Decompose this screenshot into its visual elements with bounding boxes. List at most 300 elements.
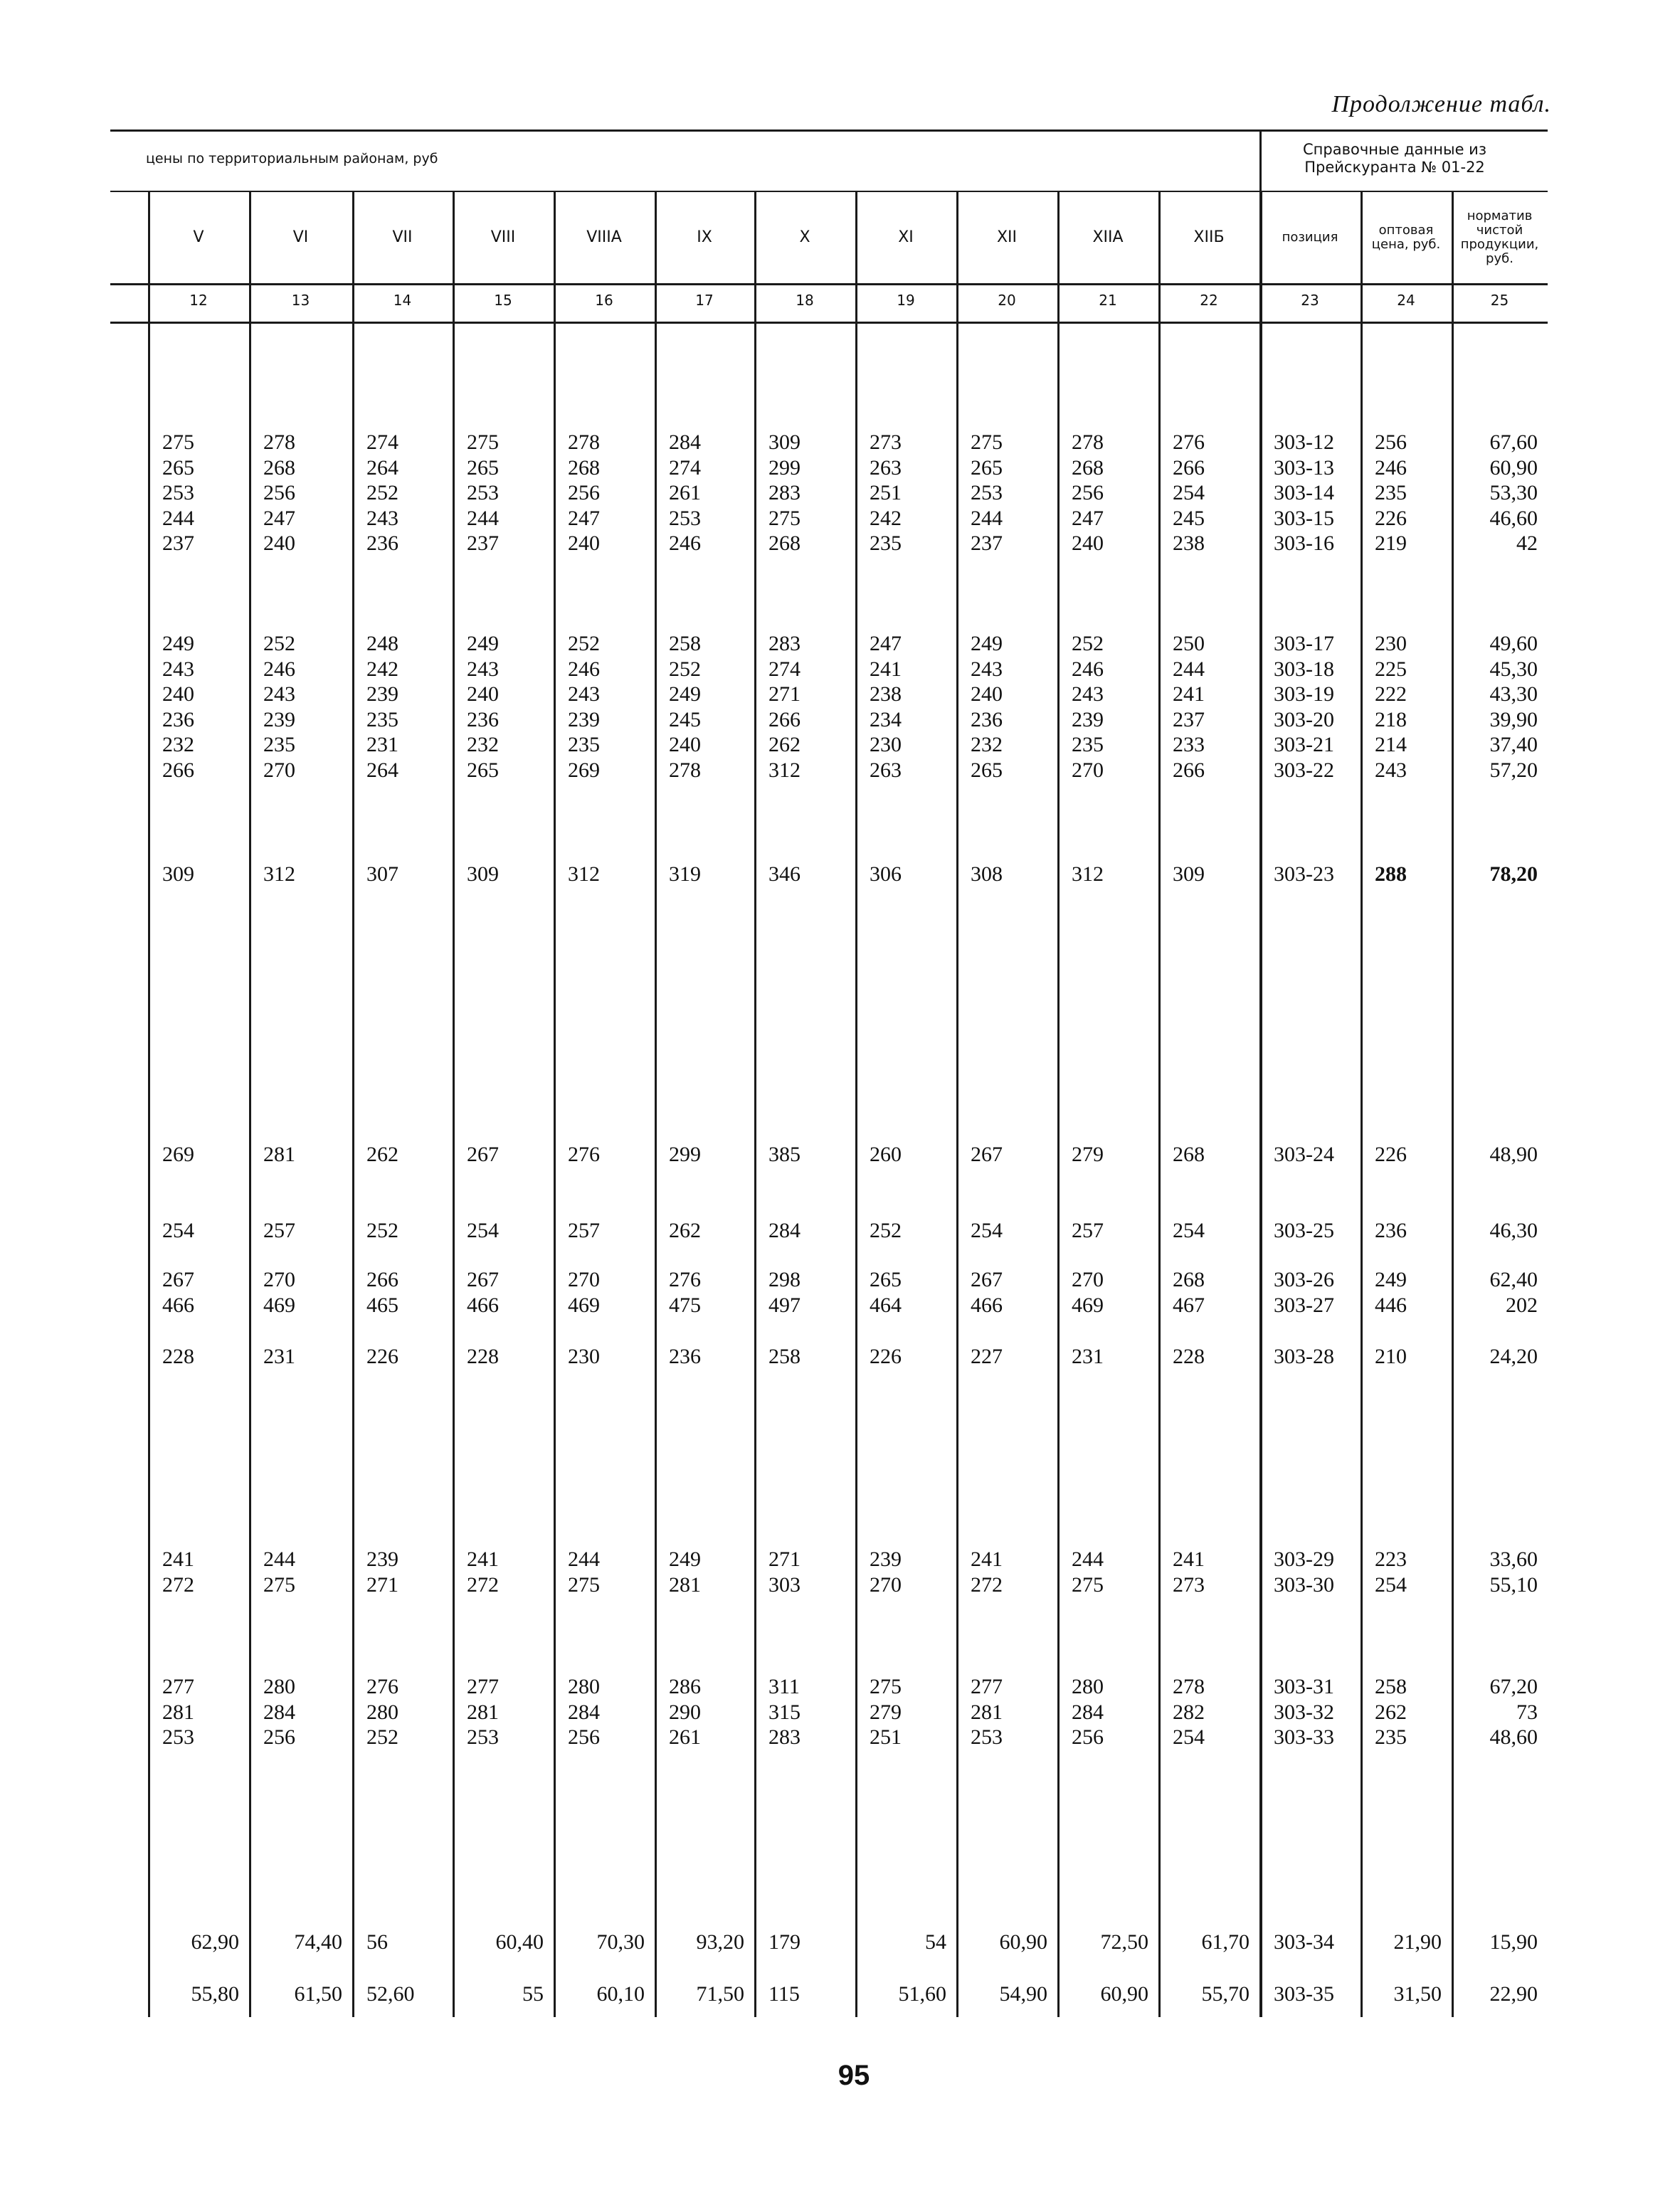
table-cell: 268	[1072, 456, 1104, 480]
table-cell: 278	[1173, 1675, 1205, 1698]
table-cell: 268	[1173, 1143, 1205, 1166]
table-cell: 258	[768, 1345, 801, 1368]
table-cell: 271	[768, 682, 801, 706]
column-header: XIIA	[1092, 228, 1124, 246]
table-cell: 270	[870, 1573, 902, 1597]
table-cell: 238	[870, 682, 902, 706]
table-cell: 37,40	[1489, 733, 1538, 756]
table-cell: 55,10	[1489, 1573, 1538, 1597]
column-divider	[956, 191, 958, 2017]
table-cell: 21,90	[1393, 1930, 1442, 1954]
table-cell: 49,60	[1489, 632, 1538, 655]
table-cell: 256	[263, 1725, 295, 1749]
table-cell: 46,30	[1489, 1219, 1538, 1242]
table-cell: 284	[1072, 1700, 1104, 1724]
table-cell: 42	[1516, 531, 1538, 555]
column-number: 25	[1490, 292, 1509, 309]
table-cell: 303-22	[1274, 758, 1334, 782]
column-divider	[1361, 191, 1363, 2017]
table-cell: 256	[568, 1725, 600, 1749]
table-cell: 246	[1375, 456, 1407, 480]
table-cell: 244	[467, 507, 499, 530]
table-cell: 303-28	[1274, 1345, 1334, 1368]
table-cell: 303-27	[1274, 1293, 1334, 1317]
table-cell: 179	[768, 1930, 801, 1954]
table-cell: 226	[870, 1345, 902, 1368]
table-cell: 265	[971, 758, 1003, 782]
table-cell: 246	[1072, 657, 1104, 681]
table-cell: 256	[1375, 430, 1407, 454]
table-cell: 235	[366, 708, 398, 731]
table-cell: 15,90	[1489, 1930, 1538, 1954]
column-number: 21	[1099, 292, 1117, 309]
table-cell: 307	[366, 862, 398, 886]
table-cell: 252	[870, 1219, 902, 1242]
column-divider	[1057, 191, 1060, 2017]
table-cell: 258	[1375, 1675, 1407, 1698]
table-cell: 239	[568, 708, 600, 731]
table-cell: 271	[366, 1573, 398, 1597]
table-cell: 55	[522, 1982, 544, 2006]
top-rule	[110, 129, 1548, 132]
table-cell: 33,60	[1489, 1548, 1538, 1571]
table-cell: 280	[263, 1675, 295, 1698]
table-cell: 258	[669, 632, 701, 655]
table-cell: 249	[669, 1548, 701, 1571]
table-cell: 247	[568, 507, 600, 530]
table-cell: 222	[1375, 682, 1407, 706]
table-cell: 247	[870, 632, 902, 655]
table-cell: 24,20	[1489, 1345, 1538, 1368]
table-cell: 236	[162, 708, 194, 731]
table-cell: 22,90	[1489, 1982, 1538, 2006]
table-cell: 231	[1072, 1345, 1104, 1368]
table-cell: 261	[669, 1725, 701, 1749]
table-cell: 61,50	[294, 1982, 342, 2006]
table-cell: 252	[263, 632, 295, 655]
table-cell: 45,30	[1489, 657, 1538, 681]
table-cell: 243	[1072, 682, 1104, 706]
column-divider	[453, 191, 455, 2017]
table-cell: 272	[162, 1573, 194, 1597]
table-cell: 53,30	[1489, 481, 1538, 504]
table-cell: 230	[568, 1345, 600, 1368]
table-cell: 298	[768, 1268, 801, 1291]
table-cell: 303-17	[1274, 632, 1334, 655]
table-cell: 308	[971, 862, 1003, 886]
table-cell: 312	[263, 862, 295, 886]
table-cell: 280	[1072, 1675, 1104, 1698]
table-cell: 466	[971, 1293, 1003, 1317]
table-cell: 268	[768, 531, 801, 555]
table-cell: 62,90	[191, 1930, 239, 1954]
table-cell: 219	[1375, 531, 1407, 555]
table-cell: 31,50	[1393, 1982, 1442, 2006]
table-cell: 281	[467, 1700, 499, 1724]
table-cell: 281	[162, 1700, 194, 1724]
table-cell: 243	[568, 682, 600, 706]
table-cell: 247	[263, 507, 295, 530]
table-cell: 278	[1072, 430, 1104, 454]
table-cell: 252	[568, 632, 600, 655]
table-cell: 270	[1072, 758, 1104, 782]
table-cell: 272	[971, 1573, 1003, 1597]
table-cell: 466	[162, 1293, 194, 1317]
table-cell: 218	[1375, 708, 1407, 731]
table-cell: 251	[870, 1725, 902, 1749]
table-cell: 231	[263, 1345, 295, 1368]
table-cell: 56	[366, 1930, 388, 1954]
table-cell: 237	[1173, 708, 1205, 731]
group-divider	[1259, 129, 1262, 191]
table-cell: 62,40	[1489, 1268, 1538, 1291]
table-cell: 274	[768, 657, 801, 681]
table-cell: 254	[1173, 1219, 1205, 1242]
table-cell: 275	[1072, 1573, 1104, 1597]
table-cell: 281	[263, 1143, 295, 1166]
column-number: 24	[1397, 292, 1415, 309]
table-cell: 276	[1173, 430, 1205, 454]
table-cell: 46,60	[1489, 507, 1538, 530]
table-cell: 239	[1072, 708, 1104, 731]
table-cell: 71,50	[696, 1982, 744, 2006]
table-cell: 235	[263, 733, 295, 756]
table-cell: 237	[971, 531, 1003, 555]
page-number: 95	[838, 2060, 870, 2091]
table-cell: 242	[366, 657, 398, 681]
table-cell: 284	[669, 430, 701, 454]
reference-group-title	[1263, 141, 1526, 176]
table-cell: 54,90	[999, 1982, 1047, 2006]
table-cell: 266	[366, 1268, 398, 1291]
table-cell: 309	[162, 862, 194, 886]
table-cell: 303-16	[1274, 531, 1334, 555]
table-cell: 243	[162, 657, 194, 681]
table-cell: 253	[971, 1725, 1003, 1749]
table-cell: 244	[263, 1548, 295, 1571]
table-cell: 244	[1072, 1548, 1104, 1571]
table-cell: 57,20	[1489, 758, 1538, 782]
table-cell: 263	[870, 758, 902, 782]
table-cell: 253	[162, 481, 194, 504]
column-divider	[855, 191, 857, 2017]
table-cell: 265	[870, 1268, 902, 1291]
table-cell: 223	[1375, 1548, 1407, 1571]
table-cell: 78,20	[1489, 862, 1538, 886]
table-cell: 54	[925, 1930, 946, 1954]
column-header: оптовая цена, руб.	[1371, 223, 1441, 252]
table-cell: 241	[971, 1548, 1003, 1571]
table-cell: 228	[1173, 1345, 1205, 1368]
table-cell: 210	[1375, 1345, 1407, 1368]
table-cell: 253	[467, 1725, 499, 1749]
table-cell: 39,90	[1489, 708, 1538, 731]
table-cell: 48,90	[1489, 1143, 1538, 1166]
table-cell: 268	[568, 456, 600, 480]
table-cell: 262	[366, 1143, 398, 1166]
table-cell: 254	[971, 1219, 1003, 1242]
table-cell: 60,10	[596, 1982, 645, 2006]
table-cell: 303-25	[1274, 1219, 1334, 1242]
table-cell: 236	[971, 708, 1003, 731]
table-cell: 261	[669, 481, 701, 504]
table-cell: 234	[870, 708, 902, 731]
table-cell: 252	[366, 1725, 398, 1749]
column-divider	[554, 191, 556, 2017]
table-cell: 232	[971, 733, 1003, 756]
table-cell: 67,20	[1489, 1675, 1538, 1698]
table-cell: 265	[162, 456, 194, 480]
table-cell: 266	[162, 758, 194, 782]
column-header: VIII	[490, 228, 516, 246]
table-cell: 269	[162, 1143, 194, 1166]
table-cell: 284	[568, 1700, 600, 1724]
table-cell: 60,40	[495, 1930, 544, 1954]
column-header: позиция	[1282, 230, 1338, 245]
table-cell: 239	[263, 708, 295, 731]
table-cell: 55,80	[191, 1982, 239, 2006]
column-header: норматив чистой продукции, руб.	[1460, 208, 1539, 266]
table-cell: 51,60	[898, 1982, 946, 2006]
table-cell: 241	[467, 1548, 499, 1571]
table-cell: 299	[669, 1143, 701, 1166]
table-cell: 270	[1072, 1268, 1104, 1291]
table-cell: 264	[366, 456, 398, 480]
column-number: 14	[393, 292, 412, 309]
table-cell: 278	[568, 430, 600, 454]
table-cell: 246	[263, 657, 295, 681]
column-header: VII	[392, 228, 413, 246]
table-cell: 256	[263, 481, 295, 504]
table-cell: 280	[366, 1700, 398, 1724]
table-cell: 267	[467, 1268, 499, 1291]
table-cell: 266	[1173, 456, 1205, 480]
table-cell: 283	[768, 1725, 801, 1749]
group-header-rule	[110, 191, 1548, 192]
table-cell: 260	[870, 1143, 902, 1166]
table-cell: 303-23	[1274, 862, 1334, 886]
table-cell: 243	[263, 682, 295, 706]
table-cell: 252	[366, 1219, 398, 1242]
table-cell: 303-19	[1274, 682, 1334, 706]
table-cell: 240	[263, 531, 295, 555]
table-cell: 275	[162, 430, 194, 454]
table-cell: 303-14	[1274, 481, 1334, 504]
table-cell: 253	[162, 1725, 194, 1749]
table-cell: 257	[568, 1219, 600, 1242]
table-cell: 242	[870, 507, 902, 530]
table-cell: 303-33	[1274, 1725, 1334, 1749]
table-cell: 254	[1173, 481, 1205, 504]
column-divider	[655, 191, 657, 2017]
table-cell: 312	[568, 862, 600, 886]
table-cell: 284	[263, 1700, 295, 1724]
table-cell: 319	[669, 862, 701, 886]
table-cell: 257	[263, 1219, 295, 1242]
table-cell: 60,90	[1489, 456, 1538, 480]
table-cell: 277	[162, 1675, 194, 1698]
table-cell: 244	[162, 507, 194, 530]
table-cell: 240	[467, 682, 499, 706]
table-cell: 239	[366, 682, 398, 706]
table-cell: 282	[1173, 1700, 1205, 1724]
table-cell: 254	[162, 1219, 194, 1242]
table-cell: 262	[768, 733, 801, 756]
table-cell: 286	[669, 1675, 701, 1698]
table-cell: 73	[1516, 1700, 1538, 1724]
table-cell: 265	[467, 758, 499, 782]
table-cell: 303-13	[1274, 456, 1334, 480]
table-cell: 115	[768, 1982, 800, 2006]
table-cell: 226	[1375, 507, 1407, 530]
table-cell: 303-12	[1274, 430, 1334, 454]
column-header: VI	[292, 228, 309, 246]
column-number: 19	[897, 292, 915, 309]
table-cell: 281	[971, 1700, 1003, 1724]
table-cell: 228	[162, 1345, 194, 1368]
table-cell: 243	[971, 657, 1003, 681]
table-cell: 241	[1173, 1548, 1205, 1571]
table-cell: 231	[366, 733, 398, 756]
table-cell: 270	[263, 1268, 295, 1291]
table-cell: 274	[669, 456, 701, 480]
table-cell: 277	[467, 1675, 499, 1698]
column-divider	[352, 191, 354, 2017]
table-cell: 469	[263, 1293, 295, 1317]
column-header: XIIБ	[1193, 228, 1225, 246]
table-cell: 303-26	[1274, 1268, 1334, 1291]
table-cell: 309	[1173, 862, 1205, 886]
table-cell: 248	[366, 632, 398, 655]
table-cell: 61,70	[1201, 1930, 1250, 1954]
table-cell: 235	[1375, 1725, 1407, 1749]
table-cell: 303-21	[1274, 733, 1334, 756]
table-cell: 256	[1072, 481, 1104, 504]
table-cell: 273	[870, 430, 902, 454]
table-cell: 276	[568, 1143, 600, 1166]
table-cell: 266	[768, 708, 801, 731]
table-cell: 245	[1173, 507, 1205, 530]
table-cell: 227	[971, 1345, 1003, 1368]
table-cell: 265	[971, 456, 1003, 480]
table-cell: 312	[1072, 862, 1104, 886]
table-cell: 309	[467, 862, 499, 886]
table-cell: 303-31	[1274, 1675, 1334, 1698]
table-cell: 253	[669, 507, 701, 530]
table-cell: 256	[568, 481, 600, 504]
table-cell: 235	[1375, 481, 1407, 504]
table-cell: 281	[669, 1573, 701, 1597]
table-cell: 232	[162, 733, 194, 756]
table-cell: 276	[366, 1675, 398, 1698]
table-cell: 264	[366, 758, 398, 782]
table-cell: 346	[768, 862, 801, 886]
table-cell: 311	[768, 1675, 800, 1698]
table-cell: 236	[467, 708, 499, 731]
table-cell: 240	[162, 682, 194, 706]
table-cell: 244	[971, 507, 1003, 530]
table-cell: 467	[1173, 1293, 1205, 1317]
column-header-rule	[110, 283, 1548, 285]
table-cell: 306	[870, 862, 902, 886]
table-cell: 275	[971, 430, 1003, 454]
column-divider	[754, 191, 756, 2017]
table-cell: 235	[568, 733, 600, 756]
column-divider	[1259, 191, 1262, 2017]
table-cell: 237	[467, 531, 499, 555]
table-cell: 240	[1072, 531, 1104, 555]
table-cell: 385	[768, 1143, 801, 1166]
table-cell: 249	[467, 632, 499, 655]
column-number: 22	[1200, 292, 1218, 309]
table-cell: 232	[467, 733, 499, 756]
table-cell: 303-34	[1274, 1930, 1334, 1954]
table-cell: 271	[768, 1548, 801, 1571]
reference-title-line1: Справочные данные из	[1303, 141, 1486, 158]
table-cell: 464	[870, 1293, 902, 1317]
table-cell: 202	[1506, 1293, 1538, 1317]
table-cell: 249	[1375, 1268, 1407, 1291]
table-cell: 246	[669, 531, 701, 555]
table-cell: 267	[971, 1268, 1003, 1291]
table-cell: 52,60	[366, 1982, 415, 2006]
table-cell: 275	[768, 507, 801, 530]
table-cell: 230	[870, 733, 902, 756]
table-cell: 60,90	[1100, 1982, 1148, 2006]
table-cell: 262	[1375, 1700, 1407, 1724]
table-cell: 243	[366, 507, 398, 530]
column-header: VIIIA	[586, 228, 622, 246]
table-cell: 303-30	[1274, 1573, 1334, 1597]
table-cell: 233	[1173, 733, 1205, 756]
table-cell: 280	[568, 1675, 600, 1698]
table-cell: 214	[1375, 733, 1407, 756]
table-cell: 240	[669, 733, 701, 756]
table-cell: 43,30	[1489, 682, 1538, 706]
table-cell: 243	[467, 657, 499, 681]
table-cell: 283	[768, 632, 801, 655]
table-cell: 270	[568, 1268, 600, 1291]
table-cell: 303-20	[1274, 708, 1334, 731]
table-cell: 466	[467, 1293, 499, 1317]
column-number: 18	[796, 292, 814, 309]
table-cell: 272	[467, 1573, 499, 1597]
table-cell: 253	[467, 481, 499, 504]
table-cell: 267	[162, 1268, 194, 1291]
column-divider	[148, 191, 150, 2017]
table-cell: 70,30	[596, 1930, 645, 1954]
table-cell: 273	[1173, 1573, 1205, 1597]
table-cell: 268	[263, 456, 295, 480]
table-cell: 228	[467, 1345, 499, 1368]
column-header: V	[193, 228, 204, 246]
table-cell: 274	[366, 430, 398, 454]
table-cell: 290	[669, 1700, 701, 1724]
table-cell: 240	[568, 531, 600, 555]
table-cell: 55,70	[1201, 1982, 1250, 2006]
table-cell: 275	[870, 1675, 902, 1698]
table-cell: 266	[1173, 758, 1205, 782]
column-number: 16	[595, 292, 613, 309]
table-cell: 253	[971, 481, 1003, 504]
table-cell: 469	[568, 1293, 600, 1317]
table-cell: 252	[669, 657, 701, 681]
table-cell: 236	[669, 1345, 701, 1368]
column-number: 20	[998, 292, 1016, 309]
table-cell: 226	[1375, 1143, 1407, 1166]
table-cell: 235	[1072, 733, 1104, 756]
table-cell: 465	[366, 1293, 398, 1317]
